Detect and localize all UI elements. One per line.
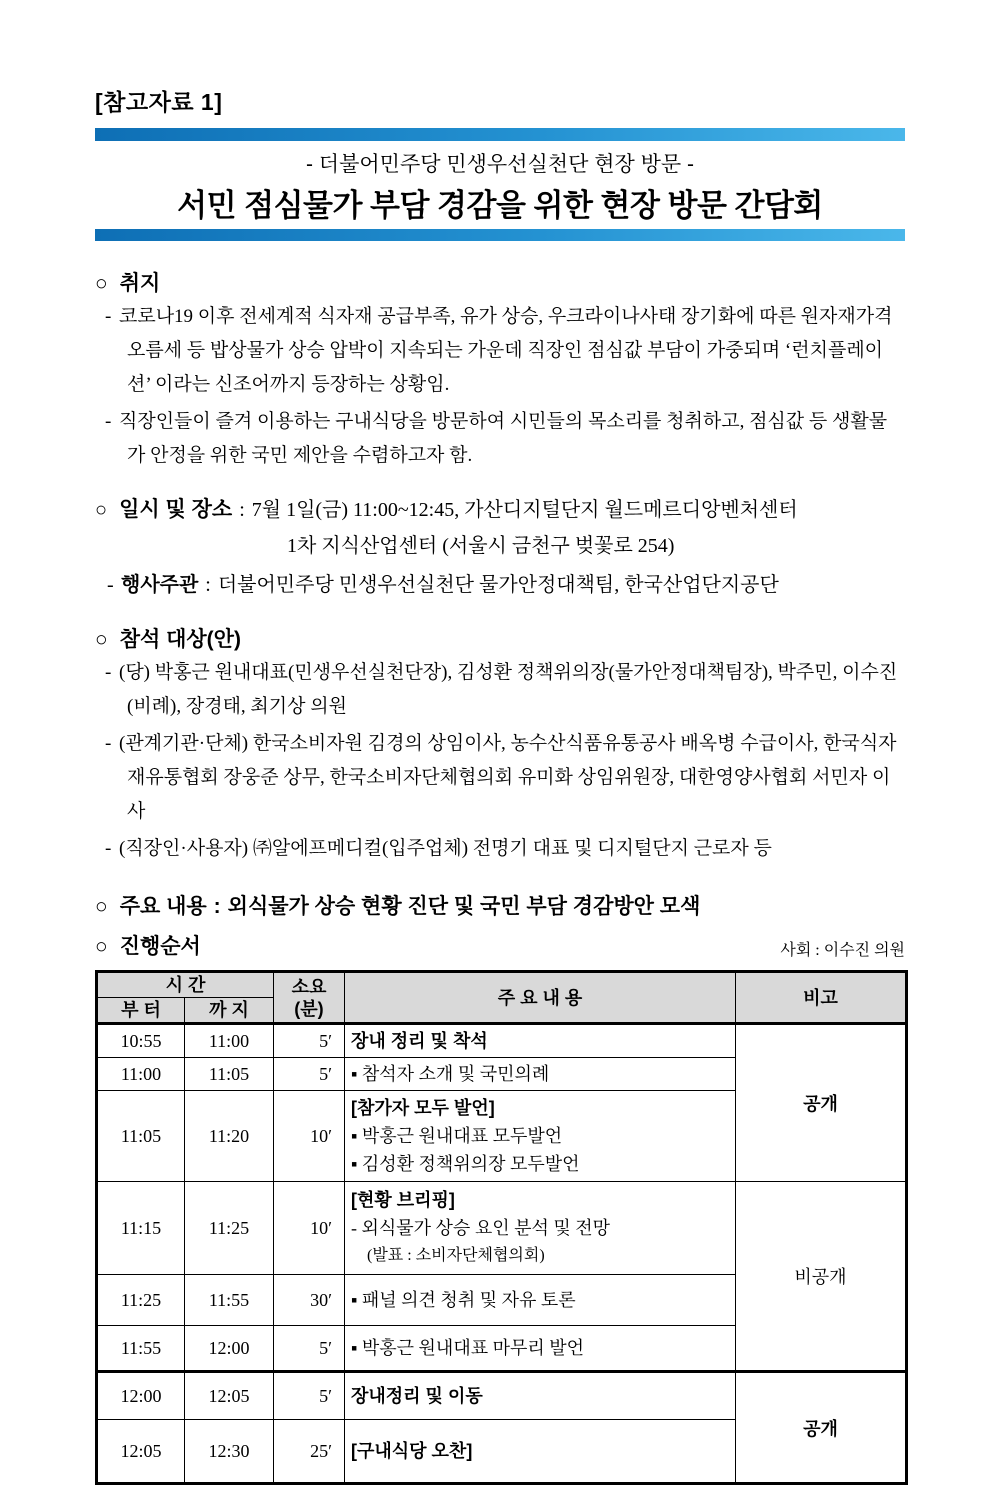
time-from: 11:55 — [97, 1326, 185, 1372]
content-line: [현황 브리핑] — [351, 1190, 455, 1210]
content-line: ▪ 참석자 소개 및 국민의례 — [351, 1064, 550, 1084]
content-line: ▪ 박홍근 원내대표 마무리 발언 — [351, 1338, 585, 1358]
section-agenda-heading — [95, 930, 201, 960]
content-line: ▪ 박홍근 원내대표 모두발언 — [351, 1126, 563, 1146]
content-line: [구내식당 오찬] — [351, 1441, 473, 1461]
main-topic-value: 외식물가 상승 현황 진단 및 국민 부담 경감방안 모색 — [227, 895, 701, 918]
attendees-item-text: (관계기관·단체) 한국소비자원 김경의 상임이사, 농수산식품유통공사 배옥병 수급이사, 한국식자재유통협회 장웅준 상무, 한국소비자단체협의회 유미화 상임위원장, 대한영양사협회 서민자 이사 — [119, 733, 897, 822]
content-cell — [345, 1024, 736, 1058]
dash-marker: - — [105, 662, 112, 683]
agenda-heading-label: 진행순서 — [119, 935, 201, 958]
note-cell: 공개 — [736, 1372, 907, 1484]
circle-bullet-icon: ○ — [95, 499, 108, 521]
when-where-line — [95, 493, 905, 523]
when-where-value-cont: 1차 지식산업센터 (서울시 금천구 벚꽃로 254) — [287, 535, 675, 557]
dash-marker: - — [107, 574, 114, 596]
section-purpose-heading — [95, 267, 905, 297]
purpose-heading-label: 취지 — [119, 272, 161, 295]
circle-bullet-icon: ○ — [95, 895, 108, 918]
time-to: 12:00 — [185, 1326, 274, 1372]
table-row — [97, 1372, 907, 1420]
col-header-duration-line1: 소요 — [291, 976, 327, 997]
separator: : — [213, 895, 221, 918]
host-value: 더불어민주당 민생우선실천단 물가안정대책팀, 한국산업단지공단 — [217, 574, 779, 596]
circle-bullet-icon: ○ — [95, 272, 108, 295]
title-bottom-bar — [95, 229, 905, 241]
schedule-table — [95, 970, 908, 1485]
content-cell — [345, 1091, 736, 1182]
attendees-item — [95, 727, 905, 829]
time-from: 10:55 — [97, 1024, 185, 1058]
attendees-item — [95, 832, 905, 866]
document-title: 서민 점심물가 부담 경감을 위한 현장 방문 간담회 — [177, 188, 823, 223]
duration: 5′ — [274, 1326, 345, 1372]
document-content — [95, 128, 905, 1485]
dash-marker: - — [105, 838, 112, 859]
time-from: 12:00 — [97, 1372, 185, 1420]
duration: 5′ — [274, 1372, 345, 1420]
reference-label: [참고자료 1] — [95, 89, 223, 115]
time-from: 11:25 — [97, 1275, 185, 1326]
when-where-label: 일시 및 장소 — [119, 498, 233, 521]
table-row — [97, 1024, 907, 1058]
table-row — [97, 1182, 907, 1275]
main-topic-line — [95, 890, 905, 920]
time-to: 11:55 — [185, 1275, 274, 1326]
duration: 5′ — [274, 1058, 345, 1091]
col-header-note: 비고 — [736, 972, 907, 1024]
host-label: 행사주관 — [121, 574, 199, 596]
time-to: 11:00 — [185, 1024, 274, 1058]
separator: : — [205, 574, 211, 596]
col-header-duration — [274, 972, 345, 1024]
note-cell: 공개 — [736, 1024, 907, 1182]
time-from: 11:15 — [97, 1182, 185, 1275]
when-where-value: 7월 1일(금) 11:00~12:45, 가산디지털단지 월드메르디앙벤처센터 — [251, 499, 798, 521]
title-top-bar — [95, 128, 905, 141]
purpose-item-text: 코로나19 이후 전세계적 식자재 공급부족, 유가 상승, 우크라이나사태 장기화에 따른 원자재가격 오름세 등 밥상물가 상승 압박이 지속되는 가운데 직장인 점심값 부담이 가중되며 ‘런치플레이션’ 이라는 신조어까지 등장하는 상황임. — [119, 306, 893, 395]
table-header-row — [97, 972, 907, 998]
content-cell — [345, 1182, 736, 1275]
content-line: 장내정리 및 이동 — [351, 1386, 483, 1406]
dash-marker: - — [105, 306, 112, 327]
content-cell — [345, 1275, 736, 1326]
time-to: 11:25 — [185, 1182, 274, 1275]
time-from: 11:00 — [97, 1058, 185, 1091]
time-to: 11:05 — [185, 1058, 274, 1091]
duration: 5′ — [274, 1024, 345, 1058]
content-line: (발표 : 소비자단체협의회) — [367, 1247, 545, 1264]
time-from: 12:05 — [97, 1420, 185, 1484]
duration: 10′ — [274, 1182, 345, 1275]
attendees-heading-label: 참석 대상(안) — [119, 628, 241, 651]
dash-marker: - — [105, 733, 112, 754]
content-cell — [345, 1372, 736, 1420]
content-cell — [345, 1420, 736, 1484]
purpose-item — [95, 405, 905, 473]
col-header-time: 시 간 — [97, 972, 274, 998]
content-line: 장내 정리 및 착석 — [351, 1031, 488, 1051]
content-cell — [345, 1326, 736, 1372]
note-cell: 비공개 — [736, 1182, 907, 1372]
time-from: 11:05 — [97, 1091, 185, 1182]
attendees-item — [95, 656, 905, 724]
host-line — [95, 568, 905, 597]
content-line: ▪ 김성환 정책위의장 모두발언 — [351, 1154, 580, 1174]
content-cell — [345, 1058, 736, 1091]
moderator-note: 사회 : 이수진 의원 — [780, 942, 905, 959]
section-attendees-heading — [95, 623, 905, 653]
attendees-item-text: (당) 박홍근 원내대표(민생우선실천단장), 김성환 정책위의장(물가안정대책팀장), 박주민, 이수진(비례), 장경태, 최기상 의원 — [119, 662, 898, 717]
circle-bullet-icon: ○ — [95, 628, 108, 651]
document-subtitle: - 더불어민주당 민생우선실천단 현장 방문 - — [305, 153, 695, 176]
attendees-item-text: (직장인·사용자) ㈜알에프메디컬(입주업체) 전명기 대표 및 디지털단지 근로자 등 — [119, 838, 772, 859]
purpose-item — [95, 300, 905, 402]
col-header-to: 까 지 — [185, 998, 274, 1024]
separator: : — [239, 499, 245, 521]
purpose-item-text: 직장인들이 즐겨 이용하는 구내식당을 방문하여 시민들의 목소리를 청취하고, 점심값 등 생활물가 안정을 위한 국민 제안을 수렴하고자 함. — [119, 411, 888, 466]
time-to: 11:20 — [185, 1091, 274, 1182]
content-line: - 외식물가 상승 요인 분석 및 전망 — [351, 1218, 611, 1238]
time-to: 12:30 — [185, 1420, 274, 1484]
content-line: ▪ 패널 의견 청취 및 자유 토론 — [351, 1290, 576, 1310]
col-header-duration-line2: (분) — [294, 998, 324, 1019]
agenda-heading-line — [95, 930, 905, 960]
col-header-from: 부 터 — [97, 998, 185, 1024]
dash-marker: - — [105, 411, 112, 432]
duration: 25′ — [274, 1420, 345, 1484]
main-topic-label: 주요 내용 — [119, 895, 207, 918]
time-to: 12:05 — [185, 1372, 274, 1420]
col-header-content: 주 요 내 용 — [345, 972, 736, 1024]
duration: 30′ — [274, 1275, 345, 1326]
circle-bullet-icon: ○ — [95, 935, 108, 958]
duration: 10′ — [274, 1091, 345, 1182]
content-line: [참가자 모두 발언] — [351, 1098, 495, 1118]
